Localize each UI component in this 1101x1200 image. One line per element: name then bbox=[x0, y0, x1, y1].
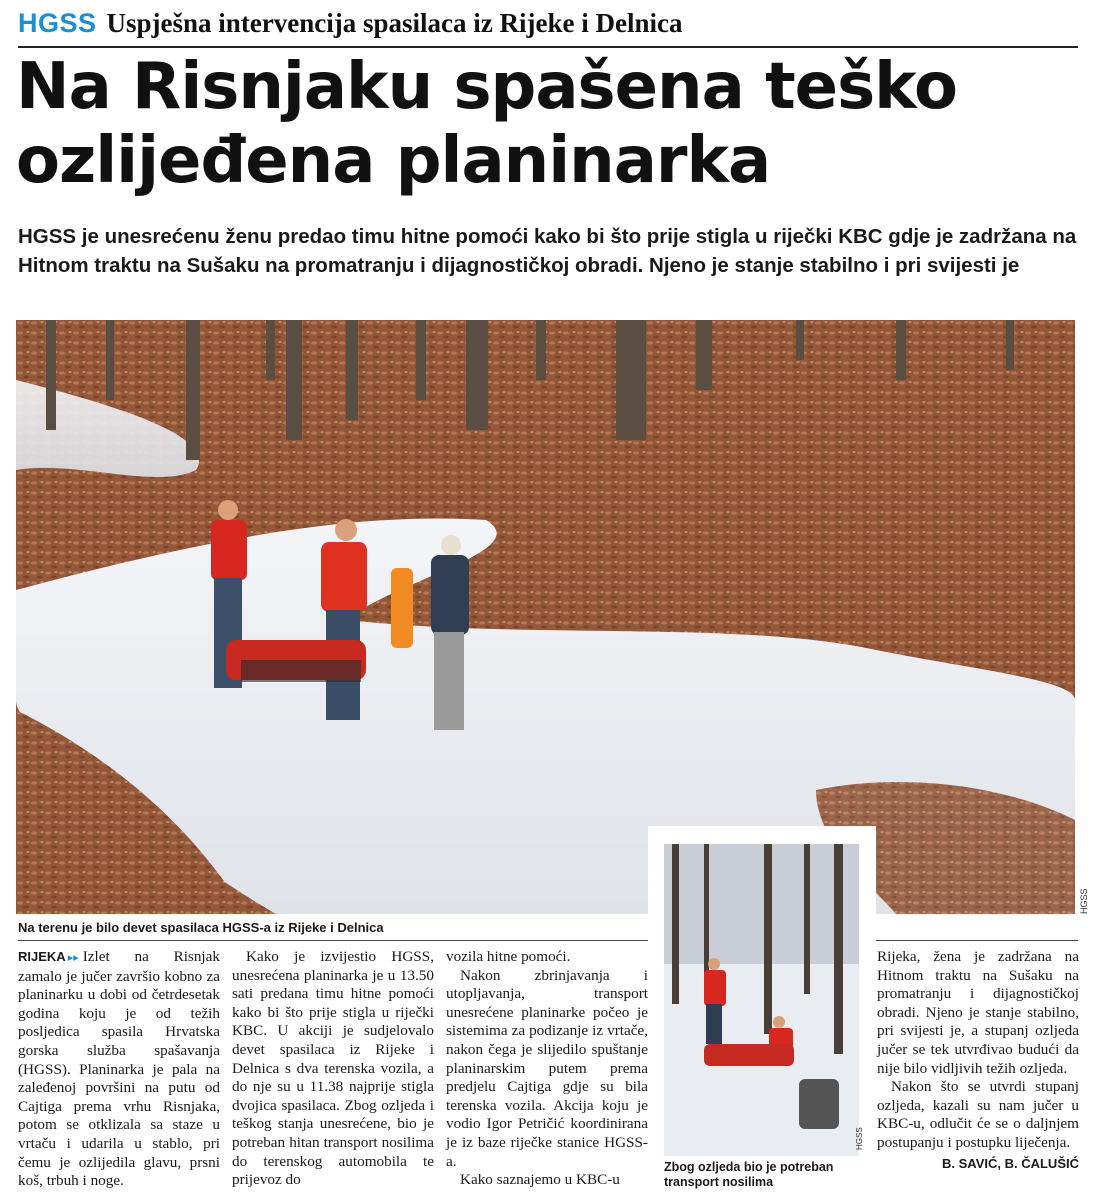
kicker bbox=[18, 8, 1078, 48]
dateline: RIJEKA bbox=[18, 949, 66, 964]
headline: Na Risnjaku spašena teško ozlijeđena planinarka bbox=[16, 50, 957, 198]
caption-rule bbox=[18, 940, 1078, 941]
lead-paragraph: HGSS je unesrećenu ženu predao timu hitne pomoći kako bi što prije stigla u riječki KBC gdje je zadržana na Hitnom traktu na Sušaku na promatranju i dijagnostičkoj obradi. Njeno je stanje stabilno i pri svijesti je bbox=[18, 225, 1077, 277]
inset-photo-box bbox=[648, 826, 876, 1200]
inset-photo-credit: HGSS bbox=[855, 1127, 864, 1150]
inset-photo-caption: Zbog ozljeda bio je potreban transport nosilima bbox=[664, 1160, 834, 1189]
body-paragraph: vozila hitne pomoći. bbox=[446, 948, 571, 965]
body-column-2 bbox=[232, 948, 434, 1190]
body-paragraph: Nakon što se utvrdi stupanj ozljeda, kazali su nam jučer u KBC-u, odlučit će se o daljnjem postupanju i postupku liječenja. bbox=[877, 1078, 1079, 1151]
byline: B. SAVIĆ, B. ČALUŠIĆ bbox=[942, 1155, 1079, 1171]
main-photo-credit: HGSS bbox=[1079, 888, 1089, 914]
body-column-3 bbox=[446, 948, 648, 1190]
body-paragraph: Kako saznajemo u KBC-u bbox=[460, 1171, 620, 1189]
body-column-1 bbox=[18, 948, 220, 1191]
main-photo bbox=[16, 320, 1075, 914]
body-paragraph: Nakon zbrinjavanja i utopljavanja, transport unesrećene planinarke počeo je sistemima za podizanje iz vrtače, nakon čega je slijedilo spuštanje planinarskim putem prema predjelu Cajtiga gdje su bila terenska vozila. Akcija koju je vodio Igor Petričić koordinirana je iz baze riječke stanice HGSS-a. bbox=[446, 966, 648, 1170]
kicker-subtitle: Uspješna intervencija spasilaca iz Rijeke i Delnica bbox=[106, 8, 683, 38]
body-col1-text: Izlet na Risnjak zamalo je jučer završio kobno za planinarku u dobi od četrdesetak godina koju je od težih posljedica spasila Hrvatska gorska služba spašavanja (HGSS). Planinarka je pala na zaleđenoj površini na putu od Cajtiga prema vrhu Risnjaka, potom se otklizala sa staze u vrtaču i udarila u stablo, pri čemu je ozlijedila glavu, prsni koš, trbuh i noge. bbox=[18, 948, 220, 1190]
main-photo-caption: Na terenu je bilo devet spasilaca HGSS-a iz Rijeke i Delnica bbox=[18, 920, 384, 935]
body-paragraph: Rijeka, žena je zadržana na Hitnom traktu na Sušaku na promatranju i dijagnostičkoj obradi. Njeno je stanje stabilno, pri svijesti je, a stupanj ozljeda jučer se tek utvrđivao budući da nije bilo vidljivih težih ozljeda. bbox=[877, 948, 1079, 1077]
body-paragraph bbox=[18, 948, 220, 1191]
kicker-tag: HGSS bbox=[18, 8, 97, 38]
body-column-4 bbox=[877, 948, 1079, 1173]
dateline-arrow-icon: ▸▸ bbox=[67, 951, 79, 964]
inset-photo bbox=[664, 844, 859, 1156]
body-paragraph: Kako je izvijestio HGSS, unesrećena planinarka je u 13.50 sati predana timu hitne pomoći kako bi što prije stigla u riječki KBC. U akciji je sudjelovalo devet spasilaca iz Rijeke i Delnica s dva terenska vozila, a do nje su u 11.38 najprije stigla dvojica spasilaca. Zbog ozljeda i teškog stanja unesrećene, bio je potreban hitan transport nosilima do terenskog automobila te prijevoz do bbox=[232, 948, 434, 1189]
